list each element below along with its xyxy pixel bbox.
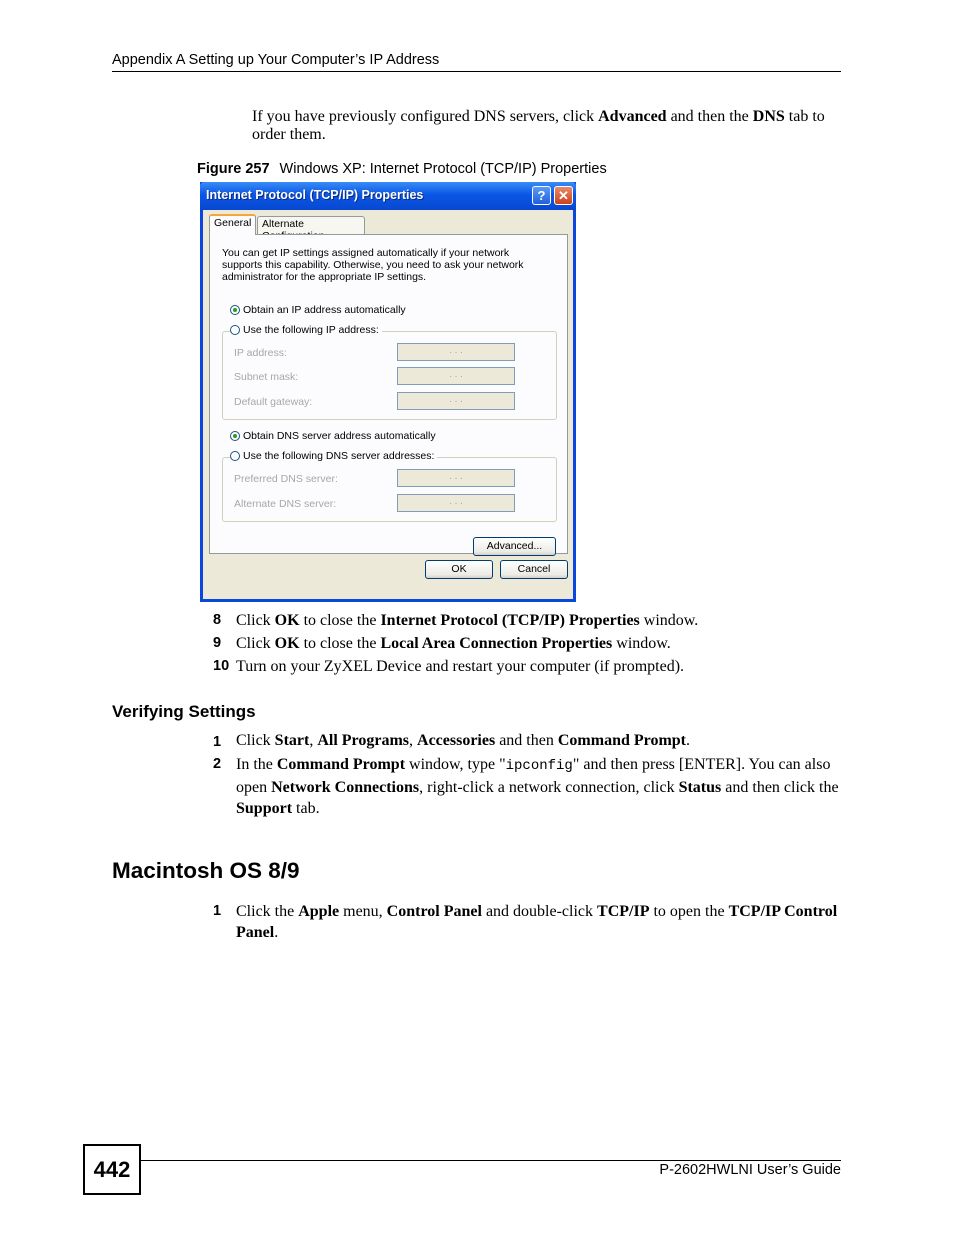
step-number: 2 <box>213 756 222 772</box>
figure-label: Figure 257 <box>197 161 270 177</box>
preferred-dns-input[interactable]: . . . <box>397 469 515 487</box>
radio-obtain-dns-auto[interactable]: Obtain DNS server address automatically <box>230 430 436 442</box>
step-number: 8 <box>213 612 222 628</box>
figure-caption <box>197 161 607 177</box>
advanced-button[interactable]: Advanced... <box>473 537 556 556</box>
dialog-title-bar <box>200 182 576 210</box>
alternate-dns-label: Alternate DNS server: <box>234 498 337 510</box>
step-number: 9 <box>213 635 222 651</box>
default-gateway-label: Default gateway: <box>234 396 313 408</box>
step-number: 10 <box>213 658 230 674</box>
tcpip-properties-dialog <box>200 182 576 602</box>
running-header: Appendix A Setting up Your Computer’s IP Address <box>112 52 440 68</box>
radio-use-following-ip[interactable]: Use the following IP address: <box>230 324 382 336</box>
ip-address-input[interactable]: . . . <box>397 343 515 361</box>
step-number: 1 <box>213 903 222 919</box>
step-9: Click OK to close the Local Area Connection Properties window. <box>236 635 671 652</box>
verify-step-2: In the Command Prompt window, type "ipconfig" and then press [ENTER]. You can also open Network Connections, right-click a network connection, click Status and then click the Support tab. <box>236 756 839 817</box>
step-8: Click OK to close the Internet Protocol (TCP/IP) Properties window. <box>236 612 699 629</box>
subnet-mask-label: Subnet mask: <box>234 371 299 383</box>
default-gateway-input[interactable]: . . . <box>397 392 515 410</box>
general-tab-panel <box>209 234 568 554</box>
alternate-dns-input[interactable]: . . . <box>397 494 515 512</box>
code-ipconfig: ipconfig <box>505 758 573 774</box>
help-icon[interactable]: ? <box>532 186 551 205</box>
radio-use-following-dns[interactable]: Use the following DNS server addresses: <box>230 450 437 462</box>
intro-paragraph: If you have previously configured DNS servers, click Advanced and then the DNS tab to order them. <box>252 108 825 143</box>
ok-button[interactable]: OK <box>425 560 493 579</box>
mac-step-1: Click the Apple menu, Control Panel and double-click TCP/IP to open the TCP/IP Control Panel. <box>236 903 838 941</box>
footer-rule <box>141 1160 841 1161</box>
subnet-mask-input[interactable]: . . . <box>397 367 515 385</box>
ip-address-label: IP address: <box>234 347 287 359</box>
heading-verifying-settings: Verifying Settings <box>112 702 256 721</box>
dns-server-group <box>222 457 557 522</box>
verify-step-1: Click Start, All Programs, Accessories and then Command Prompt. <box>236 732 691 749</box>
radio-unselected-icon <box>230 325 240 335</box>
close-icon[interactable]: ✕ <box>554 186 573 205</box>
tab-general[interactable]: General <box>209 214 256 235</box>
page-number: 442 <box>83 1144 141 1195</box>
step-number: 1 <box>213 734 222 750</box>
preferred-dns-label: Preferred DNS server: <box>234 473 338 485</box>
tab-alternate-configuration[interactable]: Alternate <box>257 216 365 234</box>
heading-macintosh-os: Macintosh OS 8/9 <box>112 858 300 883</box>
guide-title: P-2602HWLNI User’s Guide <box>659 1162 841 1178</box>
radio-obtain-ip-auto[interactable]: Obtain an IP address automatically <box>230 304 406 316</box>
dialog-body <box>203 210 573 599</box>
header-rule <box>112 71 841 72</box>
radio-unselected-icon <box>230 451 240 461</box>
step-10: Turn on your ZyXEL Device and restart your computer (if prompted). <box>236 658 685 675</box>
radio-selected-icon <box>230 431 240 441</box>
dialog-description: You can get IP settings assigned automatically if your network supports this capability. Otherwise, you need to ask your network administrator for the appropriate IP settings. <box>222 247 524 283</box>
radio-selected-icon <box>230 305 240 315</box>
cancel-button[interactable]: Cancel <box>500 560 568 579</box>
figure-caption-text: Windows XP: Internet Protocol (TCP/IP) Properties <box>279 161 607 177</box>
dialog-title: Internet Protocol (TCP/IP) Properties <box>206 188 424 202</box>
